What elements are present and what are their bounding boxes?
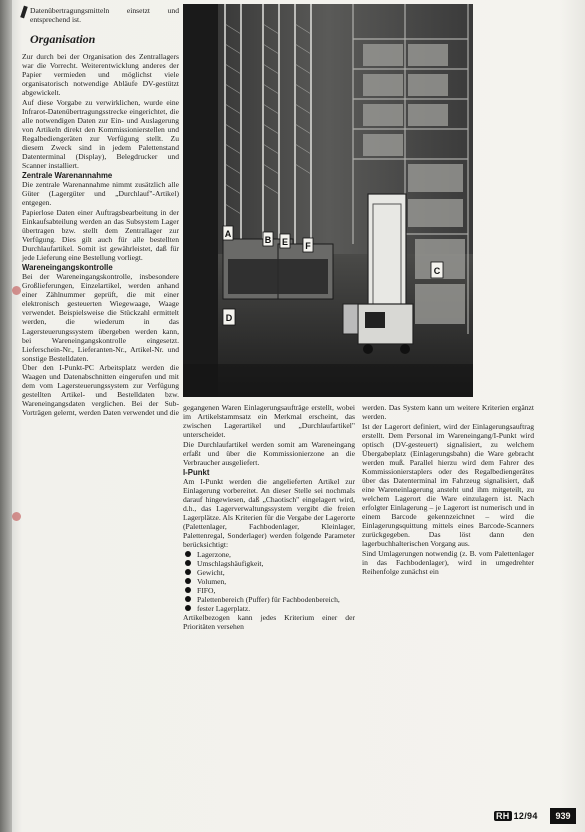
paragraph: Sind Umlagerungen notwendig (z. B. vom Palettenlager in das Fachbodenlager), wird in umgedrehter Reihenfolge zunächst ein <box>362 548 534 576</box>
paragraph: Zur durch bei der Organisation des Zentrallagers war die Vorrecht. Weiterentwicklung anderes der Papier vermieden und möglichst viele organisatorisch notwendige Abläufe DV-gestützt abgewickelt. <box>22 52 179 98</box>
criteria-list <box>183 550 355 613</box>
photo-label: B <box>264 235 272 245</box>
paragraph: Am I-Punkt werden die angelieferten Artikel zur Einlagerung vorbereitet. An dieser Stelle sei nochmals darauf hingewiesen, daß „Chaotisch" eingelagert wird, d.h., das Lagerverwaltungssystem vergibt die freien Lagerplätze. Als Kriterien für die Vergabe der Lagerorte (Palettenlager, Fachbodenlager, Kleinlager, Palettenregal, Sonderlager) werden folgende Parameter berücksichtigt: <box>183 476 355 550</box>
bullet-icon <box>185 569 191 575</box>
binding-shadow <box>0 0 12 832</box>
paragraph: werden. Das System kann um weitere Kriterien ergänzt werden. <box>362 403 534 422</box>
text-column-right <box>362 403 534 576</box>
paragraph: Datenübertragungsmitteln einsetzt und entsprechend ist. <box>30 6 179 25</box>
list-item: Palettenbereich (Puffer) für Fachbodenbereich, <box>183 595 355 604</box>
photo-label: A <box>224 229 232 239</box>
paragraph: Auf diese Vorgabe zu verwirklichen, wurde eine Infrarot-Datenübertragungsstrecke eingerichtet, die alle notwendigen Daten zur Ein- und Auslagerung von Artikeln direkt den Kommissionierstellen und Regalbediengeräten zur Verfügung stellt. Zu diesem Zweck sind in jedem Palettenstand Datenterminal (Display), Belegdrucker und Scanner installiert. <box>22 97 179 171</box>
paragraph: Bei der Wareneingangskontrolle, insbesondere Großlieferungen, Einzelartikel, werden anhand einer Zählnummer geprüft, die mit einer elektronisch gesteuerten Wiegewaage, Waage verwendet. Beispielsweise die Stückzahl ermittelt werden, die wiederum in das Lagersteuerungssystem übergeben werden kann, bei Wareneingangskontrolle eingesetzt. Lieferschein-Nr., Lieferanten-Nr., Artikel-Nr. und sonstige Bestelldaten. <box>22 272 179 363</box>
bullet-icon <box>185 560 191 566</box>
list-item: FIFO, <box>183 586 355 595</box>
punch-hole <box>12 512 21 521</box>
subheading-zentrale-warenannahme: Zentrale Warenannahme <box>22 171 113 181</box>
list-item: Volumen, <box>183 577 355 586</box>
page-number: 939 <box>550 808 576 824</box>
photo-label: F <box>305 241 311 251</box>
bullet-icon <box>185 596 191 602</box>
bullet-icon <box>185 578 191 584</box>
paragraph: Artikelbezogen kann jedes Kriterium einer der Prioritäten versehen <box>183 613 355 632</box>
warehouse-photo <box>183 4 473 397</box>
list-item: Umschlagshäufigkeit, <box>183 559 355 568</box>
paragraph: Die zentrale Warenannahme nimmt zusätzlich alle Güter (Lagergüter und „Durchlauf"-Artikel) entgegen. <box>22 180 179 208</box>
bullet-icon <box>185 587 191 593</box>
text-column-middle <box>183 403 355 632</box>
magazine-issue <box>494 811 538 821</box>
magazine-logo: RH <box>496 811 510 821</box>
photo-label: D <box>225 313 233 323</box>
list-item: Lagerzone, <box>183 550 355 559</box>
photo-label: C <box>433 266 441 276</box>
bullet-icon <box>185 605 191 611</box>
paragraph: Papierlose Daten einer Auftragsbearbeitung in der Einkaufsabteilung werden an das Subsystem Lager übertragen bzw. stellt dem Zentrallager zur Verfügung. Dies gilt auch für alle bestellten Durchlaufartikel. Somit ist gewährleistet, daß für jede Lieferung eine Bestellung vorliegt. <box>22 207 179 263</box>
issue-number: 12/94 <box>513 811 538 821</box>
bullet-icon <box>185 551 191 557</box>
paragraph: Über den I-Punkt-PC Arbeitsplatz werden die Waagen und Datenabschnitten eingerufen und mit dem vom Lagersteuerungssystem zur Verfügung gestellten Artikel- und Bestelldaten bzw. Wareneingangsdaten verglichen. Bei der Sub-Vorträgen gelernt, werden Daten verwendet und die <box>22 363 179 418</box>
punch-hole <box>12 286 21 295</box>
photo-label: E <box>281 237 289 247</box>
section-heading-organisation: Organisation <box>30 32 96 47</box>
list-item: fester Lagerplatz. <box>183 604 355 613</box>
text-column-left <box>22 6 179 418</box>
photo-edge <box>473 4 476 397</box>
subheading-i-punkt: I-Punkt <box>183 467 210 477</box>
subheading-wareneingangskontrolle: Wareneingangskontrolle <box>22 263 113 273</box>
list-item: Gewicht, <box>183 568 355 577</box>
paragraph: Die Durchlaufartikel werden somit am Wareneingang erfaßt und über die Kommissionierzone an die Verbraucher ausgeliefert. <box>183 439 355 467</box>
paragraph: Ist der Lagerort definiert, wird der Einlagerungsauftrag erstellt. Dem Personal im Wareneingang/I-Punkt wird optisch (DV-gesteuert) signalisiert, zu welchem Übergabeplatz (Einlagerungsbahn) die Ware gebracht werden muß. Parallel hierzu wird dem Fahrer des Kommissionierstaplers oder des Regalbediengerätes über das Datenterminal im Fahrzeug signalisiert, daß eine Wareneinlagerung ansteht und ihm mitgeteilt, zu welchem Lagerort die Ware einzulagern ist. Nach erfolgter Einlagerung – je Lagerort ist numerisch und in einem Barcode gekennzeichnet – wird die Einlagerungsquittung mittels eines Barcode-Scanners zurückgegeben. Das löst dann den lagerbuchhalterischen Vorgang aus. <box>362 421 534 549</box>
paragraph: gegangenen Waren Einlagerungsaufträge erstellt, wobei im Artikelstammsatz ein Merkmal erscheint, das zwischen Lagerartikel und „Durchlaufartikel" unterscheidet. <box>183 403 355 440</box>
